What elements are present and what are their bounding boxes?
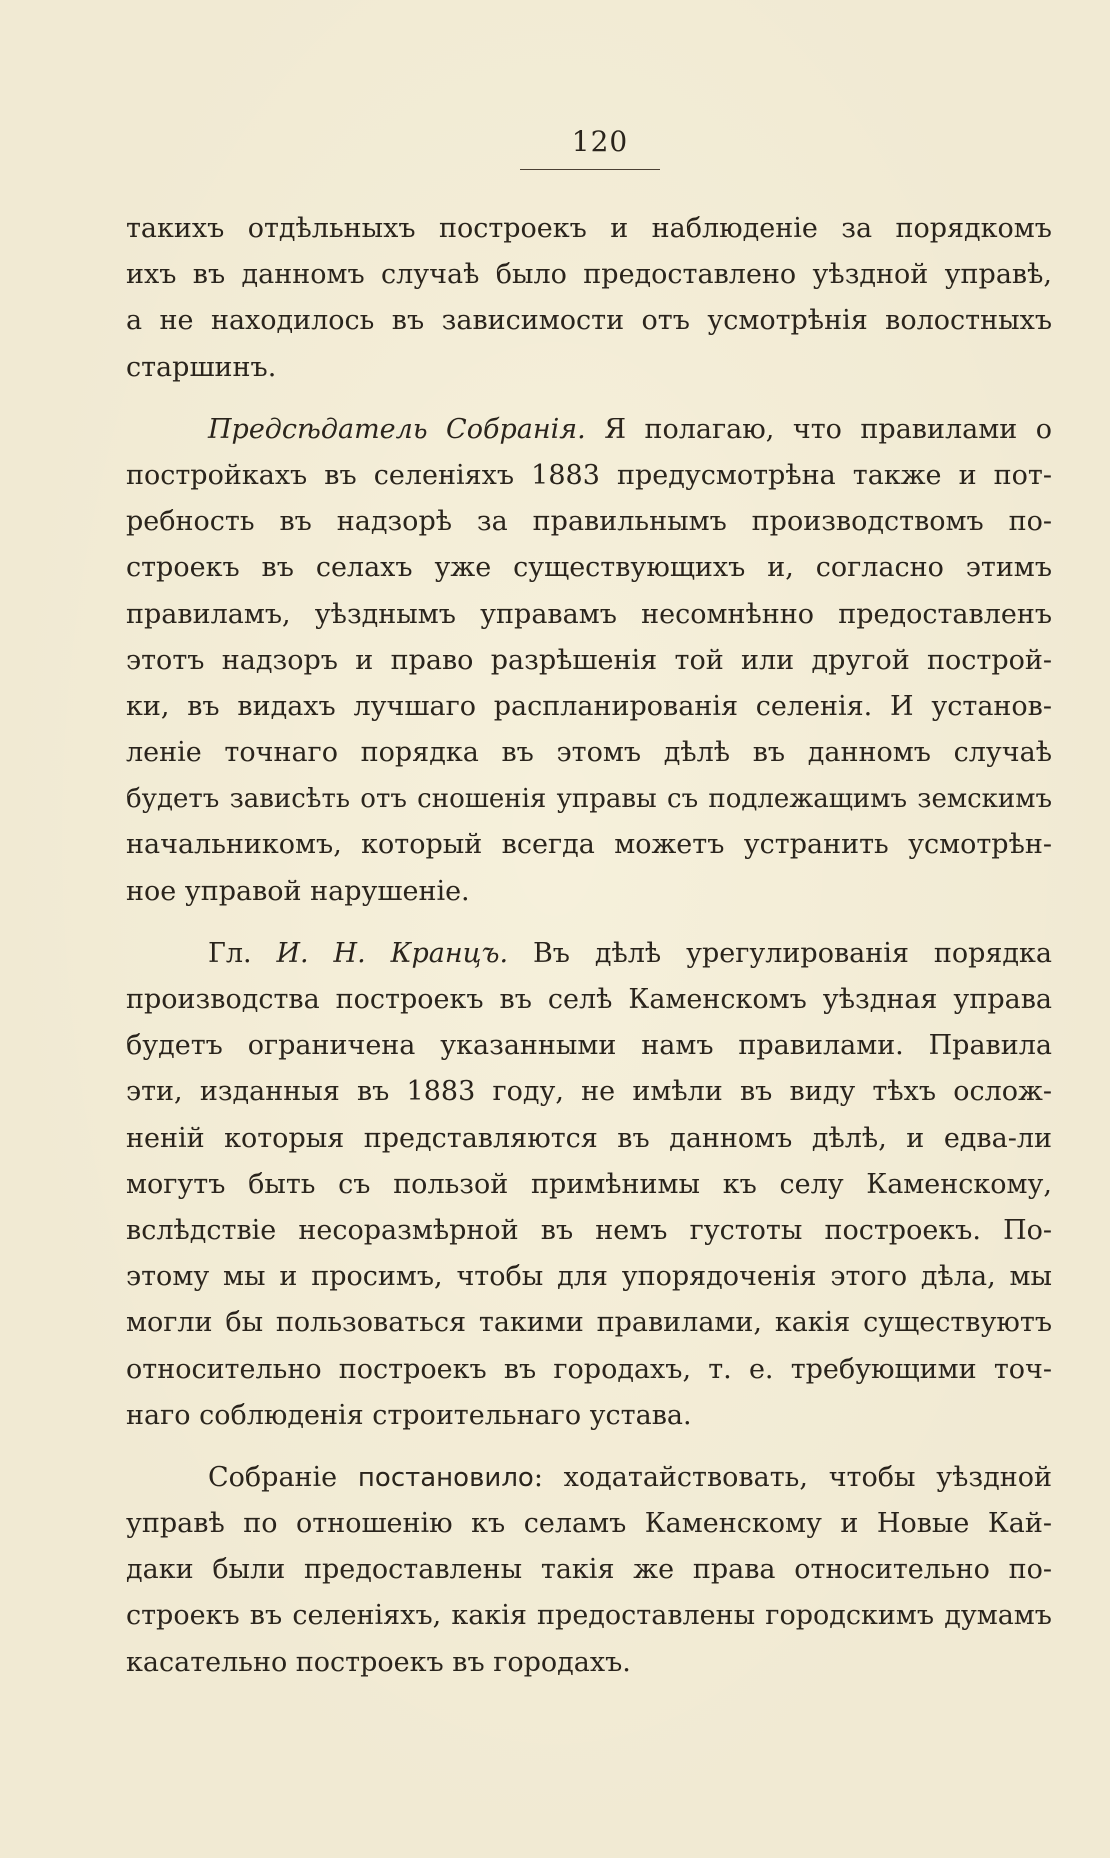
text-line: будетъ зависѣть отъ сношенія управы съ подлежащимъ земскимъ [126, 784, 1052, 815]
text-line: могутъ быть съ пользой примѣнимы къ селу Каменскому, [126, 1168, 1052, 1200]
paragraph-gap [126, 391, 1052, 407]
text-line: ки, въ видахъ лучшаго распланированія селенія. И установ- [126, 690, 1052, 722]
text-line: строекъ въ селахъ уже существующихъ и, согласно этимъ [126, 552, 1052, 584]
body-text [126, 206, 1052, 1686]
text-line: ребность въ надзорѣ за правильнымъ производствомъ по- [126, 506, 1052, 538]
paragraph-gap [126, 1439, 1052, 1455]
text-line: начальникомъ, который всегда можетъ устранить усмотрѣн- [126, 829, 1052, 861]
text-line: ихъ въ данномъ случаѣ было предоставлено уѣздной управѣ, [126, 259, 1052, 291]
page-number-block [540, 125, 660, 158]
speaker-name: Предсѣдатель Собранія. [208, 413, 586, 445]
text-line: этотъ надзоръ и право разрѣшенія той или другой построй- [126, 644, 1052, 676]
speaker-name: И. Н. Кранцъ. [276, 937, 509, 969]
paragraph-continuation [126, 206, 1052, 391]
text-line: касательно построекъ въ городахъ. [126, 1646, 631, 1678]
text-line: могли бы пользоваться такими правилами, какія существуютъ [126, 1307, 1052, 1339]
text-line: ное управой нарушеніе. [126, 875, 470, 907]
page-number: 120 [571, 125, 629, 158]
page-number-rule [520, 169, 660, 170]
resolution-lead: Собраніе [208, 1461, 358, 1493]
text-line: управѣ по отношенію къ селамъ Каменскому и Новые Кай- [126, 1508, 1052, 1540]
paragraph-chairman [126, 407, 1052, 915]
text-line: а не находилось въ зависимости отъ усмотрѣнія волостныхъ [126, 305, 1052, 337]
text-line-first [126, 931, 1052, 977]
text-line: эти, изданныя въ 1883 году, не имѣли въ виду тѣхъ ослож- [126, 1076, 1052, 1108]
paragraph-krantz [126, 931, 1052, 1439]
paragraph-resolution [126, 1455, 1052, 1686]
text-run: Въ дѣлѣ урегулированія порядка [508, 937, 1052, 969]
resolution-keyword: постановило [357, 1462, 534, 1493]
text-line: производства построекъ въ селѣ Каменскомъ уѣздная управа [126, 984, 1052, 1015]
text-run: Я полагаю, что правилами о [585, 413, 1052, 445]
text-line: вслѣдствіе несоразмѣрной въ немъ густоты построекъ. По- [126, 1214, 1052, 1246]
text-line: такихъ отдѣльныхъ построекъ и наблюденіе за порядкомъ [126, 213, 1052, 244]
text-line: леніе точнаго порядка въ этомъ дѣлѣ въ данномъ случаѣ [126, 737, 1052, 769]
text-line: постройкахъ въ селеніяхъ 1883 предусмотрѣна также и пот- [126, 459, 1052, 491]
text-line: будетъ ограничена указанными намъ правилами. Правила [126, 1030, 1052, 1062]
text-line: правиламъ, уѣзднымъ управамъ несомнѣнно предоставленъ [126, 598, 1052, 630]
text-line: неній которыя представляются въ данномъ дѣлѣ, и едва-ли [126, 1122, 1052, 1154]
text-line: наго соблюденія строительнаго устава. [126, 1399, 692, 1431]
text-line-first [126, 1455, 1052, 1501]
text-line: старшинъ. [126, 351, 277, 383]
text-line: даки были предоставлены такія же права относительно по- [126, 1554, 1052, 1586]
text-line: строекъ въ селеніяхъ, какія предоставлены городскимъ думамъ [126, 1600, 1052, 1632]
text-line: относительно построекъ въ городахъ, т. е. требующими точ- [126, 1353, 1052, 1385]
speaker-prefix: Гл. [208, 937, 277, 969]
text-line: этому мы и просимъ, чтобы для упорядоченія этого дѣла, мы [126, 1261, 1052, 1293]
text-run: : ходатайствовать, чтобы уѣздной [533, 1461, 1052, 1493]
text-line-first [126, 407, 1052, 453]
paragraph-gap [126, 915, 1052, 931]
